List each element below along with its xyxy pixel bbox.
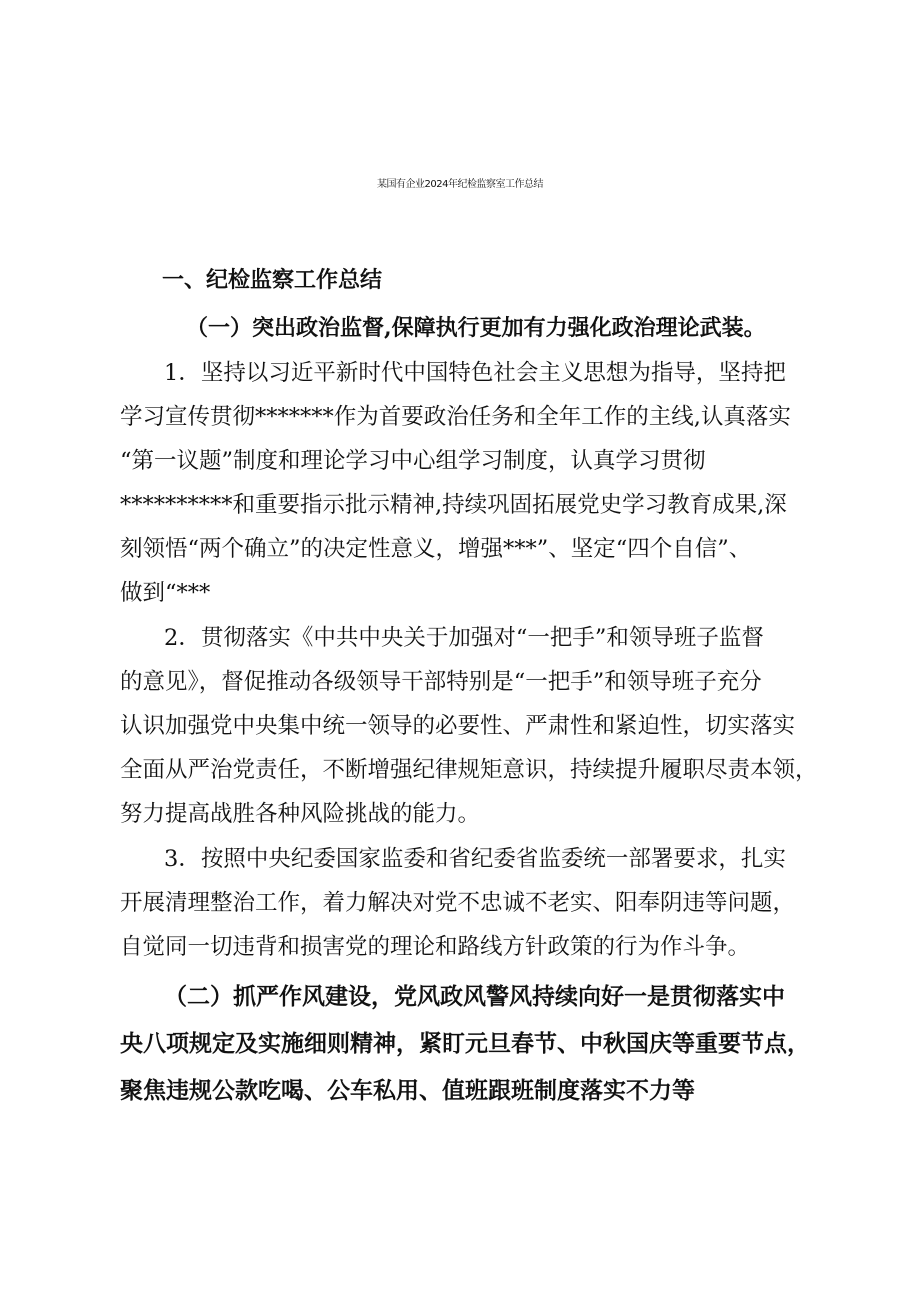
subsection-2-line-3: 聚焦违规公款吃喝、公车私用、值班跟班制度落实不力等 (120, 1077, 695, 1104)
item-1-line-3: “第一议题”制度和理论学习中心组学习制度，认真学习贯彻 (120, 448, 706, 474)
item-3-line-2: 开展清理整治工作，着力解决对党不忠诚不老实、阳奉阴违等问题， (120, 890, 796, 916)
item-2-line-5: 努力提高战胜各种风险挑战的能力。 (120, 801, 481, 827)
subsection-heading-1: （一）突出政治监督,保障执行更加有力强化政治理论武装。 (186, 315, 766, 341)
section-heading-1: 一、纪检监察工作总结 (162, 267, 383, 293)
item-3-line-1: 3．按照中央纪委国家监委和省纪委省监委统一部署要求，扎实 (164, 846, 786, 872)
item-1-line-2: 学习宣传贯彻*******作为首要政治任务和全年工作的主线,认真落实 (120, 404, 791, 430)
subsection-2-line-1: （二）抓严作风建设，党风政风警风持续向好一是贯彻落实中 (164, 983, 785, 1010)
document-title: 某国有企业2024年纪检监察室工作总结 (377, 179, 543, 190)
item-1-line-1: 1．坚持以习近平新时代中国特色社会主义思想为指导，坚持把 (164, 360, 786, 386)
subsection-2-line-2: 央八项规定及实施细则精神，紧盯元旦春节、中秋国庆等重要节点， (120, 1030, 810, 1057)
item-2-line-4: 全面从严治党责任，不断增强纪律规矩意识，持续提升履职尽责本领， (120, 757, 818, 783)
item-2-line-1: 2．贯彻落实《中共中央关于加强对“一把手”和领导班子监督 (164, 625, 764, 651)
item-1-line-6: 做到“*** (120, 580, 211, 606)
item-3-line-3: 自觉同一切违背和损害党的理论和路线方针政策的行为作斗争。 (120, 934, 751, 960)
item-1-line-5: 刻领悟“两个确立”的决定性意义，增强***”、坚定“四个自信”、 (120, 536, 752, 562)
item-1-line-4: **********和重要指示批示精神,持续巩固拓展党史学习教育成果,深 (120, 492, 787, 518)
item-2-line-2: 的意见》，督促推动各级领导干部特别是“一把手”和领导班子充分 (120, 669, 762, 695)
item-2-line-3: 认识加强党中央集中统一领导的必要性、严肃性和紧迫性，切实落实 (120, 713, 796, 739)
